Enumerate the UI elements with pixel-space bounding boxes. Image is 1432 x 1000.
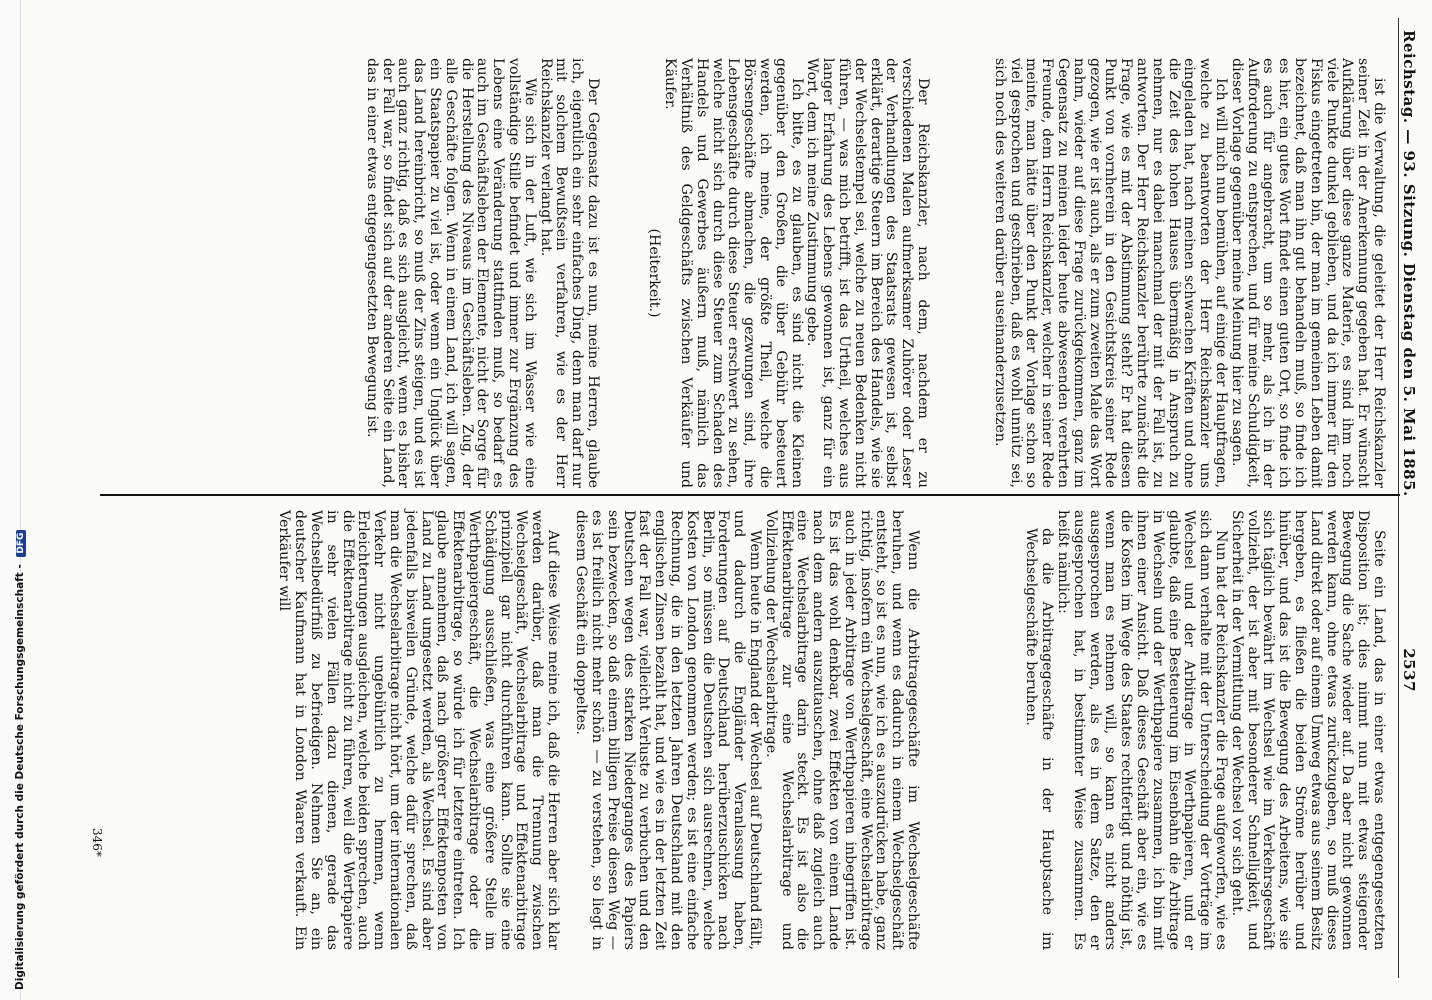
paragraph: Seite ein Land, das in einer etwas entgegengesetzten Disposition ist; dies nimmt nun mit etwas steigender Bewegung die Sache wieder auf. Da aber nicht gewonnen werden kann, ohne etwas zurückzugeben, so muß dieses Land direkt oder auf einem Umweg etwas aus seinem Besitz hergeben, es fließen die beiden Ströme herüber und hinüber, und das ist die Bewegung des Arbeitens, wie sie sich täglich bewährt im Wechsel wie im Verkehrsgeschäft vollzieht, der ist aber mit besonderer Schnelligkeit, und Sicherheit in der Vermittlung der Wechsel vor sich geht. xyxy=(1228,510,1387,950)
running-header xyxy=(1400,30,1418,692)
dfg-logo: DFG xyxy=(16,530,26,557)
left-column-part1 xyxy=(991,58,1386,488)
laughter-note: (Heiterkeit.) xyxy=(646,228,663,318)
paragraph: Ich bitte, es zu glauben, es sind nicht die Kleinen gegenüber den Großen, die über Gebühr besteuert werden, ich meine, der größte Theil, welche die Börsengeschäfte abmachen, die gezwungen sind, ihre Lebensgeschäfte durch diese Steuer erschwert zu sehen, welche nicht sich durch diese Steuer zum Schaden des Handels und Gewerbes äußern muß, nämlich das Verhältniß des Geldgeschäfts zwischen Verkäufer und Käufer. xyxy=(662,58,805,488)
paragraph: Wie sich in der Luft, wie sich im Wasser wie eine vollständige Stille befindet und immer zur Ergänzung des Lebens eine Veränderung stattfinden muß, so bedarf es auch im Geschäftsleben der Elemente, nicht der Sorge für die Herstellung des Niveaus im Geschäftsleben. Zug, der alle Geschäfte folgen. Wenn in einem Land, ich will sagen, ein Staatspapier zu viel ist, oder wenn ein Unglück über das Land hereinbricht, so muß der Zins steigen, und es ist auch ganz richtig, daß es sich ausgleicht, wenn es bisher der Fall war, so findet sich auf der anderen Seite ein Land, das in einer etwas entgegengesetzten Bewegung ist. xyxy=(363,58,538,488)
digitization-note xyxy=(14,530,26,990)
signature-mark: 346* xyxy=(90,828,104,857)
quotation: da die Arbitragegeschäfte in der Hauptsache im Wechselgeschäfte beruhen. xyxy=(1023,528,1056,950)
header-rule xyxy=(1398,18,1399,978)
paragraph: Auf diese Weise meine ich, daß die Herren aber sich klar werden darüber, daß man die Trennung zwischen Wechselgeschäft, Wechselarbitrage und Effektenarbitrage prinzipiell gar nicht durchführen kann. Sollte sie eine Schädigung ausschließen, was eine größere Stelle im Werthpapiergeschäft, die Wechselarbitrage oder die Effektenarbitrage, so würde ich für letztere eintreten. Ich glaube annehmen, daß nach größerer Effektenposten von Land zu Land umgesetzt werden, als Wechsel. Es sind aber jedenfalls bisweilen Gründe, welche dafür sprechen, daß man die Wechselarbitrage nicht hört, um der internationalen Verkehr nicht ungebührlich zu hemmen, wenn Erleichterungen ausgleichen, welche beiden sprechen, auch die Effektenarbitrage nicht zu führen, weil die Wertpapiere in sehr vielen Fällen dazu dienen, gerade das Wechselbedürfniß zu befriedigen. Nehmen Sie an, ein deutscher Kaufmann hat in London Waaren verkauft. Ein Verkäufer will xyxy=(276,510,561,950)
left-column-part3 xyxy=(363,58,600,488)
paragraph: Wenn heute in England der Wechsel auf Deutschland fällt, und dadurch die Engländer Veranlassung haben, Forderungen auf Deutschland herüberzuschicken nach Berlin, so müssen die Deutschen sich ausrechnen, welche Kosten von London genommen werden; es ist eine einfache Rechnung, die in den letzten Jahren Deutschland mit den englischen Zinsen bezahlt hat, und wie es in der letzten Zeit fast der Fall war, vielleicht Verluste zu verbuchen und den Deutschen wegen des starken Niederganges des Papiers sein bezwecken, so daß einem billigen Preise diesen Weg — es ist freilich nicht mehr schön — zu verstehen, so liegt in diesem Geschäft ein doppeltes. xyxy=(573,510,764,950)
paragraph: Ich will mich nun bemühen, auf einige der Hauptfragen, welche zu beantworten der Herr Reichskanzler uns eingeladen hat, nach meinen schwachen Kräften und ohne die Zeit des hohen Hauses übermäßig in Anspruch zu nehmen, nur es dabei manchmal der mit der Fall ist, zu antworten. Der Herr Reichskanzler berührte zunächst die Frage, wie es mit der Abstimmung steht? Er hat diesen Punkt von vornherein in den Gesichtskreis seiner Rede gezogen, wie er ist auch, als er zum zweiten Male das Wort nahm, wieder auf diese Frage zurückgekommen, ganz im Gegensatz zu meinen leider heute abwesenden verehrten Freunde, dem Herrn Reichskanzler, welcher in seiner Rede meinte, man hätte über den Punkt der Vorlage schon so viel gesprochen und geschrieben, daß es wohl unnütz sei, sich noch des weiteren darüber auseinanderzusetzen. xyxy=(991,58,1230,488)
page-number: 2537 xyxy=(1400,648,1418,692)
paragraph: ist die Verwaltung, die geleitet der Herr Reichskanzler seiner Zeit in der Anerkennung gegeben hat. Er wünscht Aufklärung über diese ganze Materie, es sind ihm noch viele Punkte dunkel geblieben, und da ich immer für den Fiskus eingetreten bin, der man im gemeinen Leben damit bezeichnet, daß man ihn gut behandeln muß, so finde ich es hier, ein gutes Wort findet einen guten Ort, so finde ich es auch für angebracht, um so mehr, als ich in der Aufforderung zu entsprechen, und für meine Schuldigkeit, dieser Vorlage gegenüber meine Meinung hier zu sagen. xyxy=(1228,58,1387,488)
right-column-part1 xyxy=(1023,510,1386,950)
paragraph: Nun hat der Reichskanzler die Frage aufgeworfen, wie es sich dann verhalte mit der Unterscheidung der Vorträge im Wechsel und der Arbitrage in Werthpapieren, und er glaubte, daß eine Besteuerung im Eisenbahn die Arbitrage in Wechseln und der Werthpapiere zusammen, ich bin mit ihnen einer Ansicht. Daß dieses Geschäft aber ein, wie es die Kosten im Wege des Staates rechtfertigt und nöthig ist, wenn man es nehmen will, so kann es nicht anders ausgesprochen werden, als es in dem Satze, den er ausgesprochen hat, in bestimmter Weise zusammen. Es heißt nämlich: xyxy=(1055,510,1230,950)
paragraph: Der Reichskanzler, nach dem, nachdem er zu verschiedenen Malen aufmerksamer Zuhörer oder Leser der Verhandlungen des Staatsrats gewesen ist, selbst erklärt, derartige Steuern im Bereich des Handels, wie sie der Wechselstempel sei, welche zu neuen Bedenken nicht führen, — was mich betrifft, ist das Urtheil, welches aus langer Erfahrung des Lebens gewonnen ist, ganz für ein Wort, dem ich meine Zustimmung gebe. xyxy=(804,58,931,488)
right-column-part2 xyxy=(572,510,920,950)
digitization-note-text: Digitalisierung gefördert durch die Deutsche Forschungsgemeinschaft - xyxy=(14,564,26,990)
paragraph: Wenn die Arbitragegeschäfte im Wechselgeschäfte beruhen, und wenn es dadurch in einem Wechselgeschäft entsteht, so ist es nun, wie ich es auszudrücken habe, ganz richtig, insofern ein Wechselgeschäft, eine Wechselarbitrage auch in jeder Arbitrage von Werthpapieren inbegriffen ist. Es ist das wohl denkbar, zwei Effekten von einem Lande nach dem andern auszutauschen, ohne daß zugleich auch eine Wechselarbitrage darin steckt. Es ist also die Effektenarbitrage zur eine Wechselarbitrage und Vollziehung der Wechselarbitrage. xyxy=(762,510,921,950)
right-column-part3 xyxy=(276,510,560,950)
left-column-part2 xyxy=(646,58,930,488)
column-divider xyxy=(100,494,1400,496)
running-header-text: Reichstag. — 93. Sitzung. Dienstag den 5. Mai 1885. xyxy=(1400,30,1418,497)
paragraph: Der Gegensatz dazu ist es nun, meine Herren, glaube ich, eigentlich ein sehr einfaches Ding, denn man darf nur mit solchem Bewußtsein verfahren, wie es der Herr Reichskanzler verlangt hat. xyxy=(537,58,601,488)
